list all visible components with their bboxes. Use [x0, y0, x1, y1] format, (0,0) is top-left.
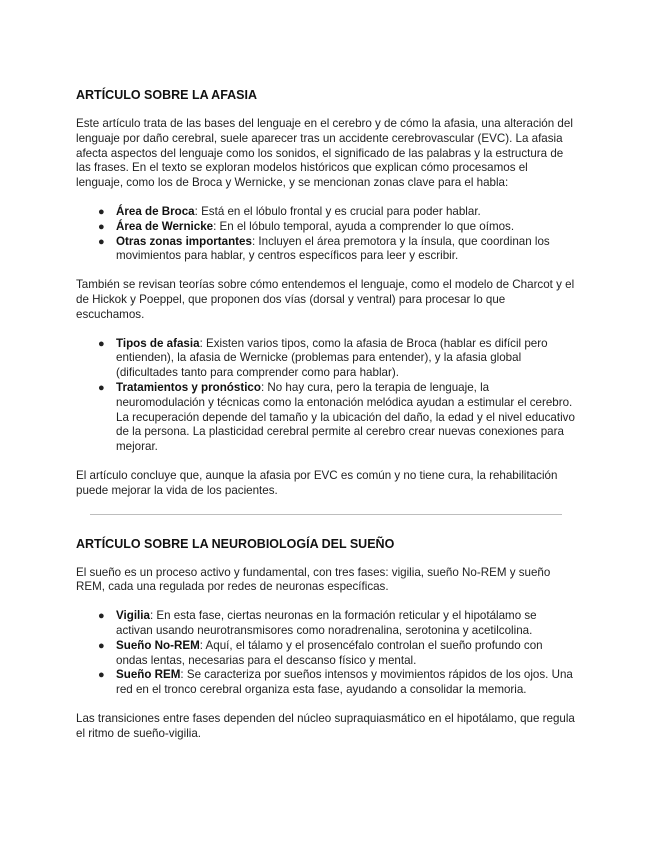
document-page	[76, 88, 576, 756]
list-item-term: Sueño REM	[116, 668, 181, 682]
bullet-icon: ●	[98, 639, 105, 652]
sueno-intro-paragraph: El sueño es un proceso activo y fundamental, con tres fases: vigilia, sueño No-REM y sueño REM, cada una regulada por redes de neuronas específicas.	[76, 565, 551, 594]
list-item	[76, 639, 576, 669]
list-item-term: Área de Wernicke	[116, 219, 214, 233]
list-item-term: Tipos de afasia	[116, 336, 200, 350]
article-title-afasia: ARTÍCULO SOBRE LA AFASIA	[76, 88, 258, 102]
bullet-icon: ●	[98, 337, 105, 350]
list-item-text: : En el lóbulo temporal, ayuda a comprender lo que oímos.	[213, 219, 515, 233]
list-item-term: Otras zonas importantes	[116, 234, 252, 248]
bullet-icon: ●	[98, 610, 105, 623]
bullet-icon: ●	[98, 205, 105, 218]
list-item-term: Sueño No-REM	[116, 638, 200, 652]
language-zones-list	[76, 205, 576, 264]
list-item-text: : No hay cura, pero la terapia de lenguaje, la neuromodulación y técnicas como la entonación melódica ayudan a estimular el cerebro. La recuperación depende del tamaño y la ubicación del daño, la edad y el nivel educativo de la persona. La plasticidad cerebral permite al cerebro crear nuevas conexiones para mejorar.	[116, 380, 575, 454]
list-item-term: Área de Broca	[116, 204, 195, 218]
afasia-intro-paragraph: Este artículo trata de las bases del lenguaje en el cerebro y de cómo la afasia, una alteración del lenguaje por daño cerebral, suele aparecer tras un accidente cerebrovascular (EVC). La afasia afecta aspectos del lenguaje como los sonidos, el significado de las palabras y la estructura de las frases. En el texto se exploran modelos históricos que explican cómo procesamos el lenguaje, como los de Broca y Wernicke, y se mencionan zonas clave para el habla:	[76, 117, 573, 190]
list-item	[76, 337, 576, 381]
list-item	[76, 609, 576, 639]
list-item	[76, 668, 576, 698]
list-item	[76, 381, 576, 455]
list-item	[76, 220, 576, 235]
list-item-text: : Existen varios tipos, como la afasia de Broca (hablar es difícil pero entienden), la afasia de Wernicke (problemas para entender), y la afasia global (dificultades tanto para comprender como para hablar).	[116, 336, 548, 380]
list-item-term: Tratamientos y pronóstico	[116, 380, 261, 394]
bullet-icon: ●	[98, 235, 105, 248]
afasia-conclusion-paragraph: El artículo concluye que, aunque la afasia por EVC es común y no tiene cura, la rehabilitación puede mejorar la vida de los pacientes.	[76, 468, 558, 497]
list-item-text: : Está en el lóbulo frontal y es crucial para poder hablar.	[194, 204, 481, 218]
afasia-details-list	[76, 337, 576, 455]
theories-paragraph: También se revisan teorías sobre cómo entendemos el lenguaje, como el modelo de Charcot y el de Hickok y Poeppel, que proponen dos vías (dorsal y ventral) para procesar lo que escuchamos.	[76, 278, 575, 321]
list-item-text: : Se caracteriza por sueños intensos y movimientos rápidos de los ojos. Una red en el tronco cerebral organiza esta fase, ayudando a consolidar la memoria.	[116, 668, 573, 697]
list-item-text: : Aquí, el tálamo y el prosencéfalo controlan el sueño profundo con ondas lentas, necesarias para el descanso físico y mental.	[116, 638, 543, 667]
list-item-text: : Incluyen el área premotora y la ínsula, que coordinan los movimientos para hablar, y centros específicos para leer y escribir.	[116, 234, 550, 263]
list-item	[76, 205, 576, 220]
list-item-term: Vigilia	[116, 609, 150, 623]
bullet-icon: ●	[98, 381, 105, 394]
bullet-icon: ●	[98, 669, 105, 682]
section-divider	[90, 514, 562, 515]
list-item-text: : En esta fase, ciertas neuronas en la formación reticular y el hipotálamo se activan usando neurotransmisores como noradrenalina, serotonina y acetilcolina.	[116, 609, 537, 637]
sleep-phases-list	[76, 609, 576, 698]
sueno-closing-paragraph: Las transiciones entre fases dependen del núcleo supraquiasmático en el hipotálamo, que regula el ritmo de sueño-vigilia.	[76, 711, 575, 740]
article-title-sueno: ARTÍCULO SOBRE LA NEUROBIOLOGÍA DEL SUEÑO	[76, 536, 395, 551]
list-item	[76, 235, 576, 265]
bullet-icon: ●	[98, 220, 105, 233]
